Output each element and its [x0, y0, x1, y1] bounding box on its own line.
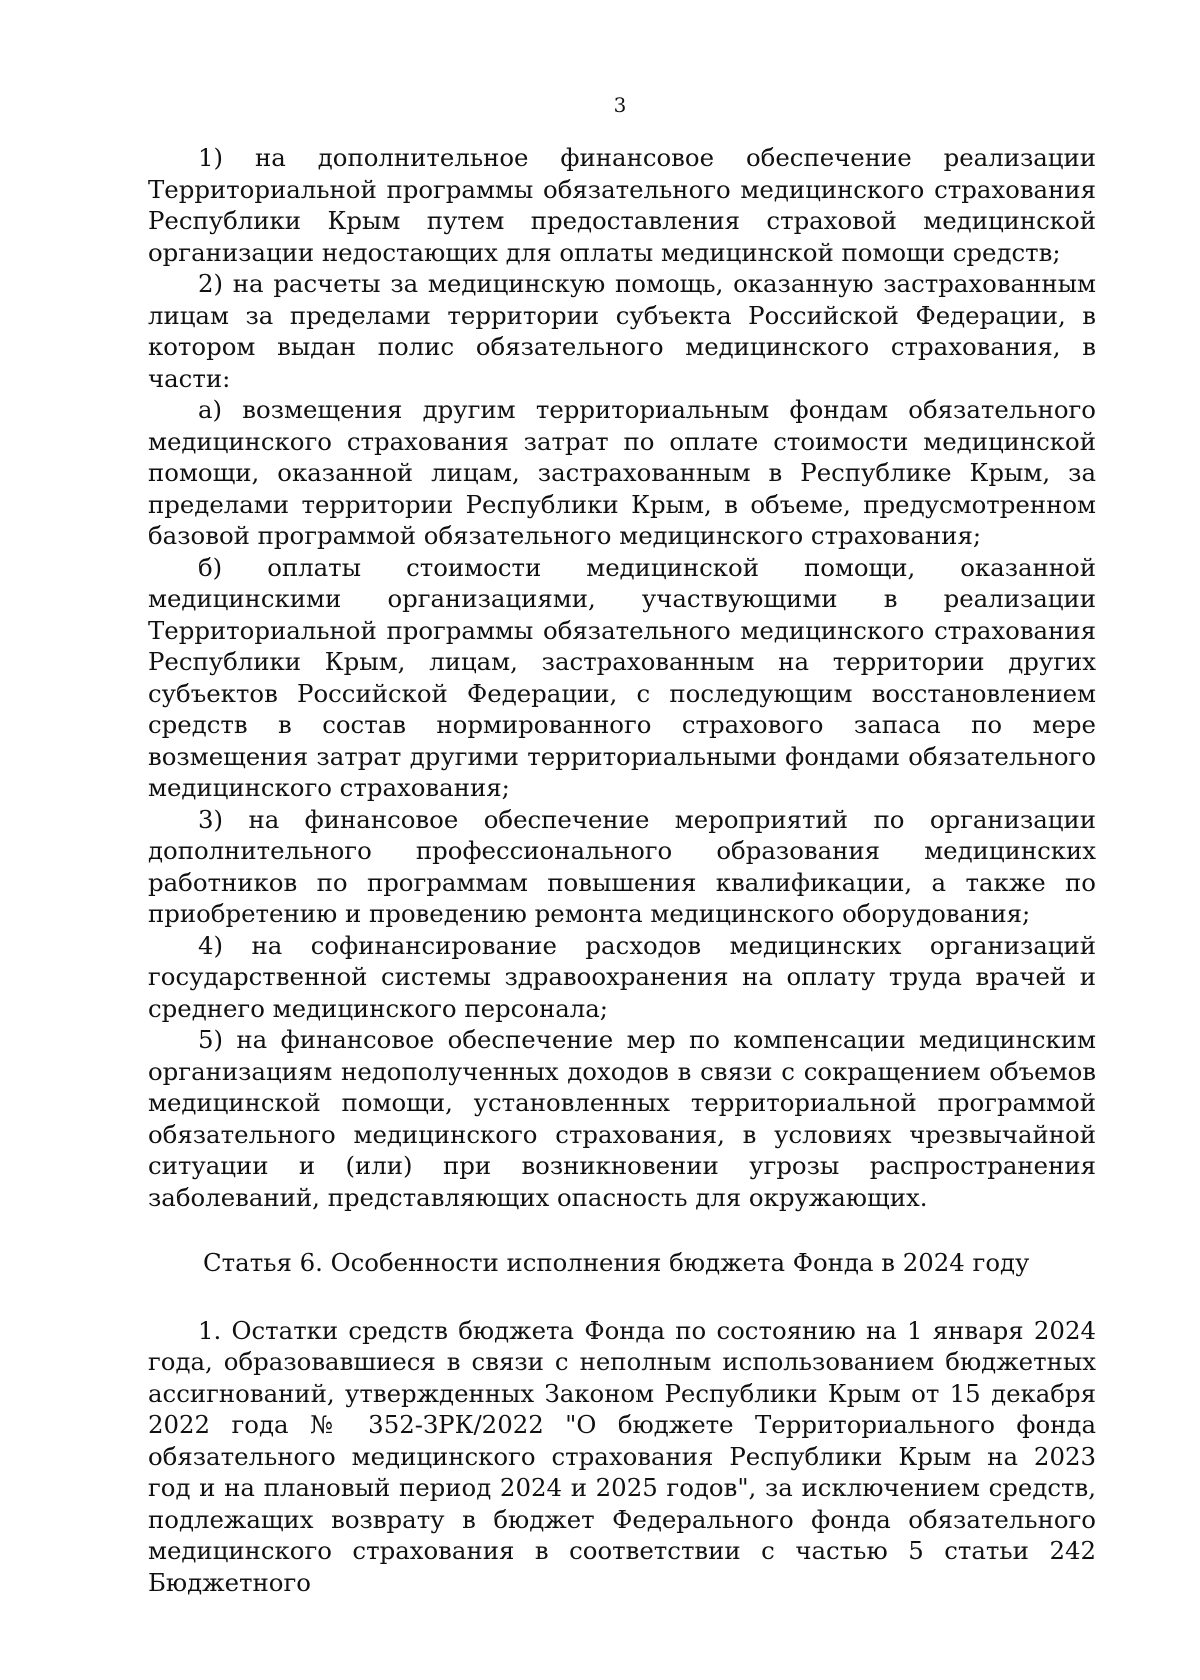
paragraph-item-2: 2) на расчеты за медицинскую помощь, оказанную застрахованным лицам за пределами территории субъекта Российской Федерации, в котором выдан полис обязательного медицинского страхования, в части:	[148, 269, 1096, 393]
article-heading: Статья 6. Особенности исполнения бюджета Фонда в 2024 году	[203, 1248, 1030, 1277]
article-paragraph-1: 1. Остатки средств бюджета Фонда по состоянию на 1 января 2024 года, образовавшиеся в связи с неполным использованием бюджетных ассигнований, утвержденных Законом Республики Крым от 15 декабря 2022 года № 352-ЗРК/2022 "О бюджете Территориального фонда обязательного медицинского страхования Республики Крым на 2023 год и на плановый период 2024 и 2025 годов", за исключением средств, подлежащих возврату в бюджет Федерального фонда обязательного медицинского страхования в соответствии с частью 5 статьи 242 Бюджетного	[148, 1315, 1096, 1597]
paragraph-item-1: 1) на дополнительное финансовое обеспечение реализации Территориальной программы обязательного медицинского страхования Республики Крым путем предоставления страховой медицинской организации недостающих для оплаты медицинской помощи средств;	[148, 143, 1096, 267]
page-number: 3	[613, 93, 627, 117]
document-body	[148, 142, 1096, 1598]
paragraph-item-5: 5) на финансовое обеспечение мер по компенсации медицинским организациям недополученных доходов в связи с сокращением объемов медицинской помощи, установленных территориальной программой обязательного медицинского страхования, в условиях чрезвычайной ситуации и (или) при возникновении угрозы распространения заболеваний, представляющих опасность для окружающих.	[148, 1025, 1096, 1212]
paragraph-item-4: 4) на софинансирование расходов медицинских организаций государственной системы здравоохранения на оплату труда врачей и среднего медицинского персонала;	[148, 930, 1096, 1023]
paragraph-item-3: 3) на финансовое обеспечение мероприятий по организации дополнительного профессионального образования медицинских работников по программам повышения квалификации, а также по приобретению и проведению ремонта медицинского оборудования;	[148, 804, 1096, 928]
paragraph-subitem-a: а) возмещения другим территориальным фондам обязательного медицинского страхования затрат по оплате стоимости медицинской помощи, оказанной лицам, застрахованным в Республике Крым, за пределами территории Республики Крым, в объеме, предусмотренном базовой программой обязательного медицинского страхования;	[148, 395, 1096, 550]
paragraph-subitem-b: б) оплаты стоимости медицинской помощи, оказанной медицинскими организациями, участвующими в реализации Территориальной программы обязательного медицинского страхования Республики Крым, лицам, застрахованным на территории других субъектов Российской Федерации, с последующим восстановлением средств в состав нормированного страхового запаса по мере возмещения затрат другими территориальными фондами обязательного медицинского страхования;	[148, 552, 1096, 802]
